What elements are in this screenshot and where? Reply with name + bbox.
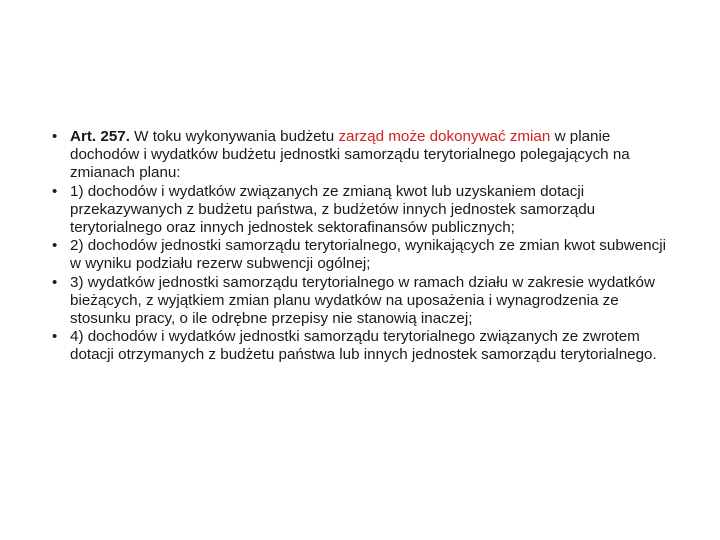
list-item-point-1 [48, 183, 680, 238]
item-text-before: W toku wykonywania budżetu [129, 128, 339, 145]
bullet-icon: • [52, 182, 58, 200]
article-label: Art. 257. [70, 128, 130, 145]
item-text-after: w planie dochodów i wydatków budżetu jednostki samorządu terytorialnego polegających na zmianach planu: [70, 128, 630, 182]
item-text: 2) dochodów jednostki samorządu terytorialnego, wynikających ze zmian kwot subwencji w wyniku podziału rezerw subwencji ogólnej; [70, 237, 666, 273]
list-item-point-3 [48, 274, 680, 329]
list-item-art-257 [48, 128, 680, 183]
bullet-icon: • [52, 328, 58, 346]
item-text: 1) dochodów i wydatków związanych ze zmianą kwot lub uzyskaniem dotacji przekazywanych z budżetu państwa, z budżetów innych jednostek samorządu terytorialnego oraz innych jednostek sektorafinansów publicznych; [70, 182, 596, 237]
list-item-point-4 [48, 328, 680, 364]
slide-content [48, 128, 680, 365]
list-item-point-2 [48, 237, 680, 273]
highlighted-text: zarząd może dokonywać zmian [338, 128, 551, 145]
bullet-icon: • [52, 273, 58, 291]
item-text: 4) dochodów i wydatków jednostki samorządu terytorialnego związanych ze zwrotem dotacji otrzymanych z budżetu państwa lub innych jednostek samorządu terytorialnego. [70, 328, 657, 364]
bullet-list [48, 128, 680, 365]
bullet-icon: • [52, 128, 58, 145]
item-text: 3) wydatków jednostki samorządu terytorialnego w ramach działu w zakresie wydatków bieżących, z wyjątkiem zmian planu wydatków na uposażenia i wynagrodzenia ze stosunku pracy, o ile odrębne przepisy nie stanowią inaczej; [70, 273, 655, 328]
bullet-icon: • [52, 237, 58, 255]
